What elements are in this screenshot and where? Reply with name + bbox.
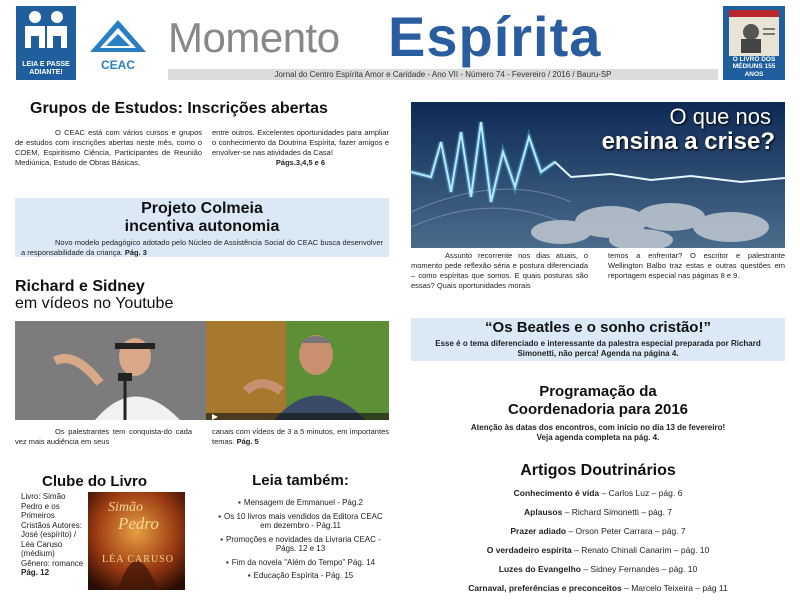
grupos-pages: Págs.3,4,5 e 6 [275, 158, 326, 167]
livro-dos-mediuns-caption: O LIVRO DOS MÉDIUNS 155 ANOS [732, 55, 776, 78]
book-cover-title2: Pedro [118, 514, 159, 533]
beatles-text: Esse é o tema diferenciado e interessante da palestra especial preparada por Richard Simonetti, não perca! Agenda na página 4. [435, 339, 761, 358]
ceac-logo-text: CEAC [100, 58, 135, 72]
leia-item: ▪ Educação Espírita - Pág. 15 [218, 571, 383, 581]
book-cover-simao-pedro [88, 492, 185, 590]
book-cover-title1: Simão [108, 500, 143, 515]
leia-list [218, 498, 383, 585]
colmeia-headline-line2: incentiva autonomia [124, 218, 280, 235]
richard-page: Pág. 5 [236, 437, 259, 446]
leia-item: ▪ Os 10 livros mais vendidos da Editora CEAC em dezembro - Pág.11 [218, 512, 383, 531]
artigo-title: Conhecimento é vida [513, 488, 600, 498]
masthead-title-part1: Momento [168, 14, 340, 61]
leia-headline: Leia também: [252, 472, 349, 489]
masthead-title-part2: Espírita [388, 5, 602, 68]
richard-headline-line1: Richard e Sidney [15, 278, 145, 295]
crise-text-col2: temos a enfrentar? O escritor e palestrante Wellington Balbo traz estas e outras questões em reportagem especial nas páginas 8 e 9. [608, 251, 785, 280]
artigo-title: Carnaval, preferências e preconceitos [468, 583, 622, 593]
ceac-logo [86, 18, 150, 72]
richard-text-col2: canais com vídeos de 3 a 5 minutos, em importantes temas. [212, 427, 389, 446]
artigo-item [411, 583, 785, 594]
artigo-title: Aplausos [524, 507, 563, 517]
masthead-subtitle: Jornal do Centro Espírita Amor e Caridade - Ano VII - Número 74 - Fevereiro / 2016 / Bauru-SP [168, 69, 718, 80]
artigo-title: O verdadeiro espírita [486, 545, 572, 555]
book-cover-author: LÉA CARUSO [102, 554, 174, 565]
artigo-item [411, 507, 785, 518]
crise-headline-line2: ensina a crise? [601, 128, 775, 155]
colmeia-panel [15, 198, 389, 257]
leia-item: ▪ Fim da novela "Além do Tempo" Pág. 14 [218, 558, 383, 568]
artigo-item [411, 564, 785, 575]
livro-dos-mediuns-badge [723, 6, 785, 80]
leia-e-passe-caption: LEIA E PASSE ADIANTE! [22, 61, 70, 76]
clube-page: Pág. 12 [21, 568, 50, 577]
two-people-icon [16, 6, 76, 56]
beatles-panel [411, 318, 785, 361]
leia-item: ▪ Promoções e novidades da Livraria CEAC - Págs. 12 e 13 [218, 535, 383, 554]
artigo-author-page: – Richard Simonetti – pág. 7 [562, 507, 672, 517]
colmeia-headline-line1: Projeto Colmeia [141, 200, 263, 217]
artigos-headline: Artigos Doutrinários [520, 462, 676, 479]
artigo-title: Prazer adiado [510, 526, 567, 536]
colmeia-page: Pág. 3 [124, 248, 147, 257]
programacao-headline-line2: Coordenadoria para 2016 [507, 401, 689, 418]
crise-headline-line1: O que nos [669, 104, 771, 129]
artigo-item [411, 545, 785, 556]
ceac-triangle-icon [86, 18, 150, 54]
artigo-author-page: – Marcelo Teixeira – pág 11 [621, 583, 728, 593]
leia-item: ▪ Mensagem de Emmanuel - Pág.2 [218, 498, 383, 508]
book-cover-thumbnail [729, 10, 779, 56]
clube-headline: Clube do Livro [42, 473, 147, 490]
programacao-text-line2: Veja agenda completa na pág. 4. [536, 433, 660, 442]
artigos-list [411, 488, 785, 602]
artigo-item [411, 488, 785, 499]
colmeia-text: Novo modelo pedagógico adotado pelo Núcleo de Assistência Social do CEAC busca desenvolver a responsabilidade da criança. [21, 238, 383, 257]
sidney-video-thumbnail[interactable] [206, 321, 389, 420]
grupos-text-col2: entre outros. Excelentes oportunidades para ampliar o conhecimento da Doutrina Espírita, fazer amigos e envolver-se nas atividades da Casa! [212, 128, 389, 157]
clube-text: Livro: Simão Pedro e os Primeiros Cristãos Autores: José (espírito) / Léa Caruso (médium) Gênero: romance [21, 492, 84, 568]
artigo-author-page: – Sidney Fernandes – pág. 10 [580, 564, 698, 574]
beatles-headline: “Os Beatles e o sonho cristão!” [485, 319, 711, 336]
richard-headline-line2: em vídeos no Youtube [15, 295, 174, 312]
artigo-author-page: – Renato Chinali Canarim – pág. 10 [571, 545, 710, 555]
artigo-title: Luzes do Evangelho [498, 564, 581, 574]
artigo-author-page: – Carlos Luz – pág. 6 [599, 488, 683, 498]
programacao-text-line1: Atenção às datas dos encontros, com início no dia 13 de fevereiro! [470, 423, 726, 432]
grupos-text-col1: O CEAC está com vários cursos e grupos de estudos com inscrições abertas neste mês, como o COEM, Espiritismo Ciência, Participantes de Reunião Mediúnica, Estudo de Obras Básicas, [15, 128, 202, 167]
artigo-author-page: – Orson Peter Carrara – pág. 7 [566, 526, 686, 536]
richard-text-col1: Os palestrantes tem conquista-do cada vez mais audiência em seus [15, 427, 192, 446]
programacao-headline-line1: Programação da [539, 383, 657, 400]
richard-video-thumbnail[interactable] [15, 321, 206, 420]
leia-e-passe-badge [16, 6, 76, 80]
crise-text-col1: Assunto recorrente nos dias atuais, o momento pede reflexão séria e postura diferenciada – como espíritas que somos. E quais posturas são essas? Quais oportunidades morais [411, 251, 588, 290]
grupos-headline: Grupos de Estudos: Inscrições abertas [30, 100, 328, 117]
artigo-item [411, 526, 785, 537]
crise-cover-image [411, 102, 785, 248]
